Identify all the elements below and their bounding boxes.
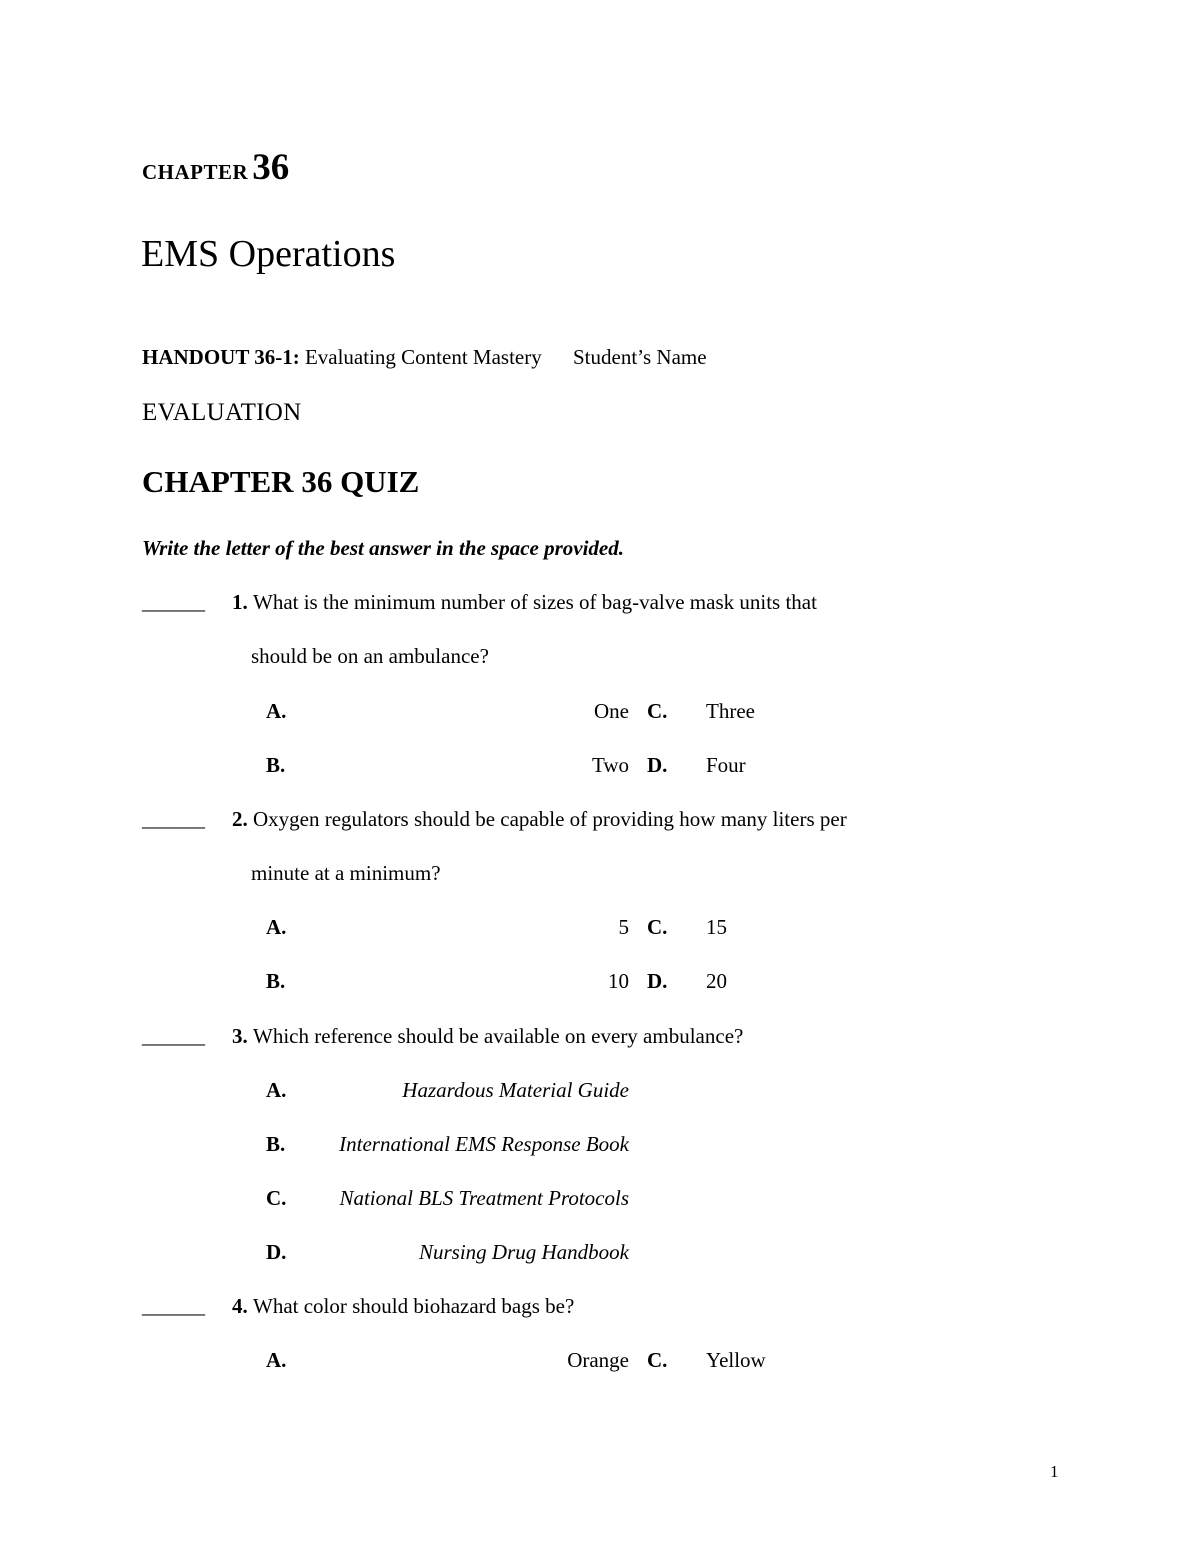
option-letter: D. [647,753,668,777]
option-letter: B. [266,969,286,993]
answer-blank[interactable]: ______ [142,1294,205,1318]
question-text: Which reference should be available on every ambulance? [253,1024,744,1048]
section-heading: EVALUATION [142,399,302,426]
option-value: Hazardous Material Guide [402,1078,629,1102]
option-value: National BLS Treatment Protocols [339,1186,629,1210]
answer-blank[interactable]: ______ [142,807,205,831]
handout-line [142,345,707,370]
chapter-label [142,146,289,189]
handout-label: HANDOUT 36-1: [142,345,300,369]
option-value: 5 [618,915,629,939]
option-letter: B. [266,753,286,777]
option-letter: C. [647,699,668,723]
answer-blank[interactable]: ______ [142,590,205,614]
question-text-continued: minute at a minimum? [251,861,441,885]
chapter-word: CHAPTER [142,160,249,184]
question-text: Oxygen regulators should be capable of providing how many liters per [253,807,847,831]
option-value: Two [591,753,629,777]
option-value: 20 [706,969,727,993]
option-letter: C. [647,915,668,939]
chapter-title: EMS Operations [141,233,396,275]
question-number: 2. [232,807,248,831]
question-text: What is the minimum number of sizes of bag-valve mask units that [253,590,817,614]
option-letter: A. [266,915,287,939]
quiz-title: CHAPTER 36 QUIZ [142,464,420,499]
option-letter: D. [647,969,668,993]
option-letter: A. [266,1078,287,1102]
option-value: Yellow [706,1348,766,1372]
question-number: 3. [232,1024,248,1048]
option-value: Nursing Drug Handbook [418,1240,629,1264]
answer-blank[interactable]: ______ [142,1024,205,1048]
page-number: 1 [1050,1462,1059,1481]
option-value: Three [706,699,755,723]
option-letter: A. [266,699,287,723]
option-letter: C. [266,1186,287,1210]
question-number: 4. [232,1294,248,1318]
option-value: One [594,699,629,723]
chapter-number: 36 [252,147,290,188]
option-letter: C. [647,1348,668,1372]
option-letter: D. [266,1240,287,1264]
question-text: What color should biohazard bags be? [253,1294,575,1318]
student-name-label: Student’s Name [573,345,707,369]
handout-text: Evaluating Content Mastery [304,345,542,369]
option-value: International EMS Response Book [339,1132,629,1156]
option-value: Orange [567,1348,629,1372]
option-letter: A. [266,1348,287,1372]
option-value: 15 [706,915,727,939]
quiz-instructions: Write the letter of the best answer in the space provided. [142,536,624,560]
option-value: Four [706,753,746,777]
option-value: 10 [608,969,629,993]
question-text-continued: should be on an ambulance? [251,644,489,668]
option-letter: B. [266,1132,286,1156]
question-number: 1. [232,590,248,614]
